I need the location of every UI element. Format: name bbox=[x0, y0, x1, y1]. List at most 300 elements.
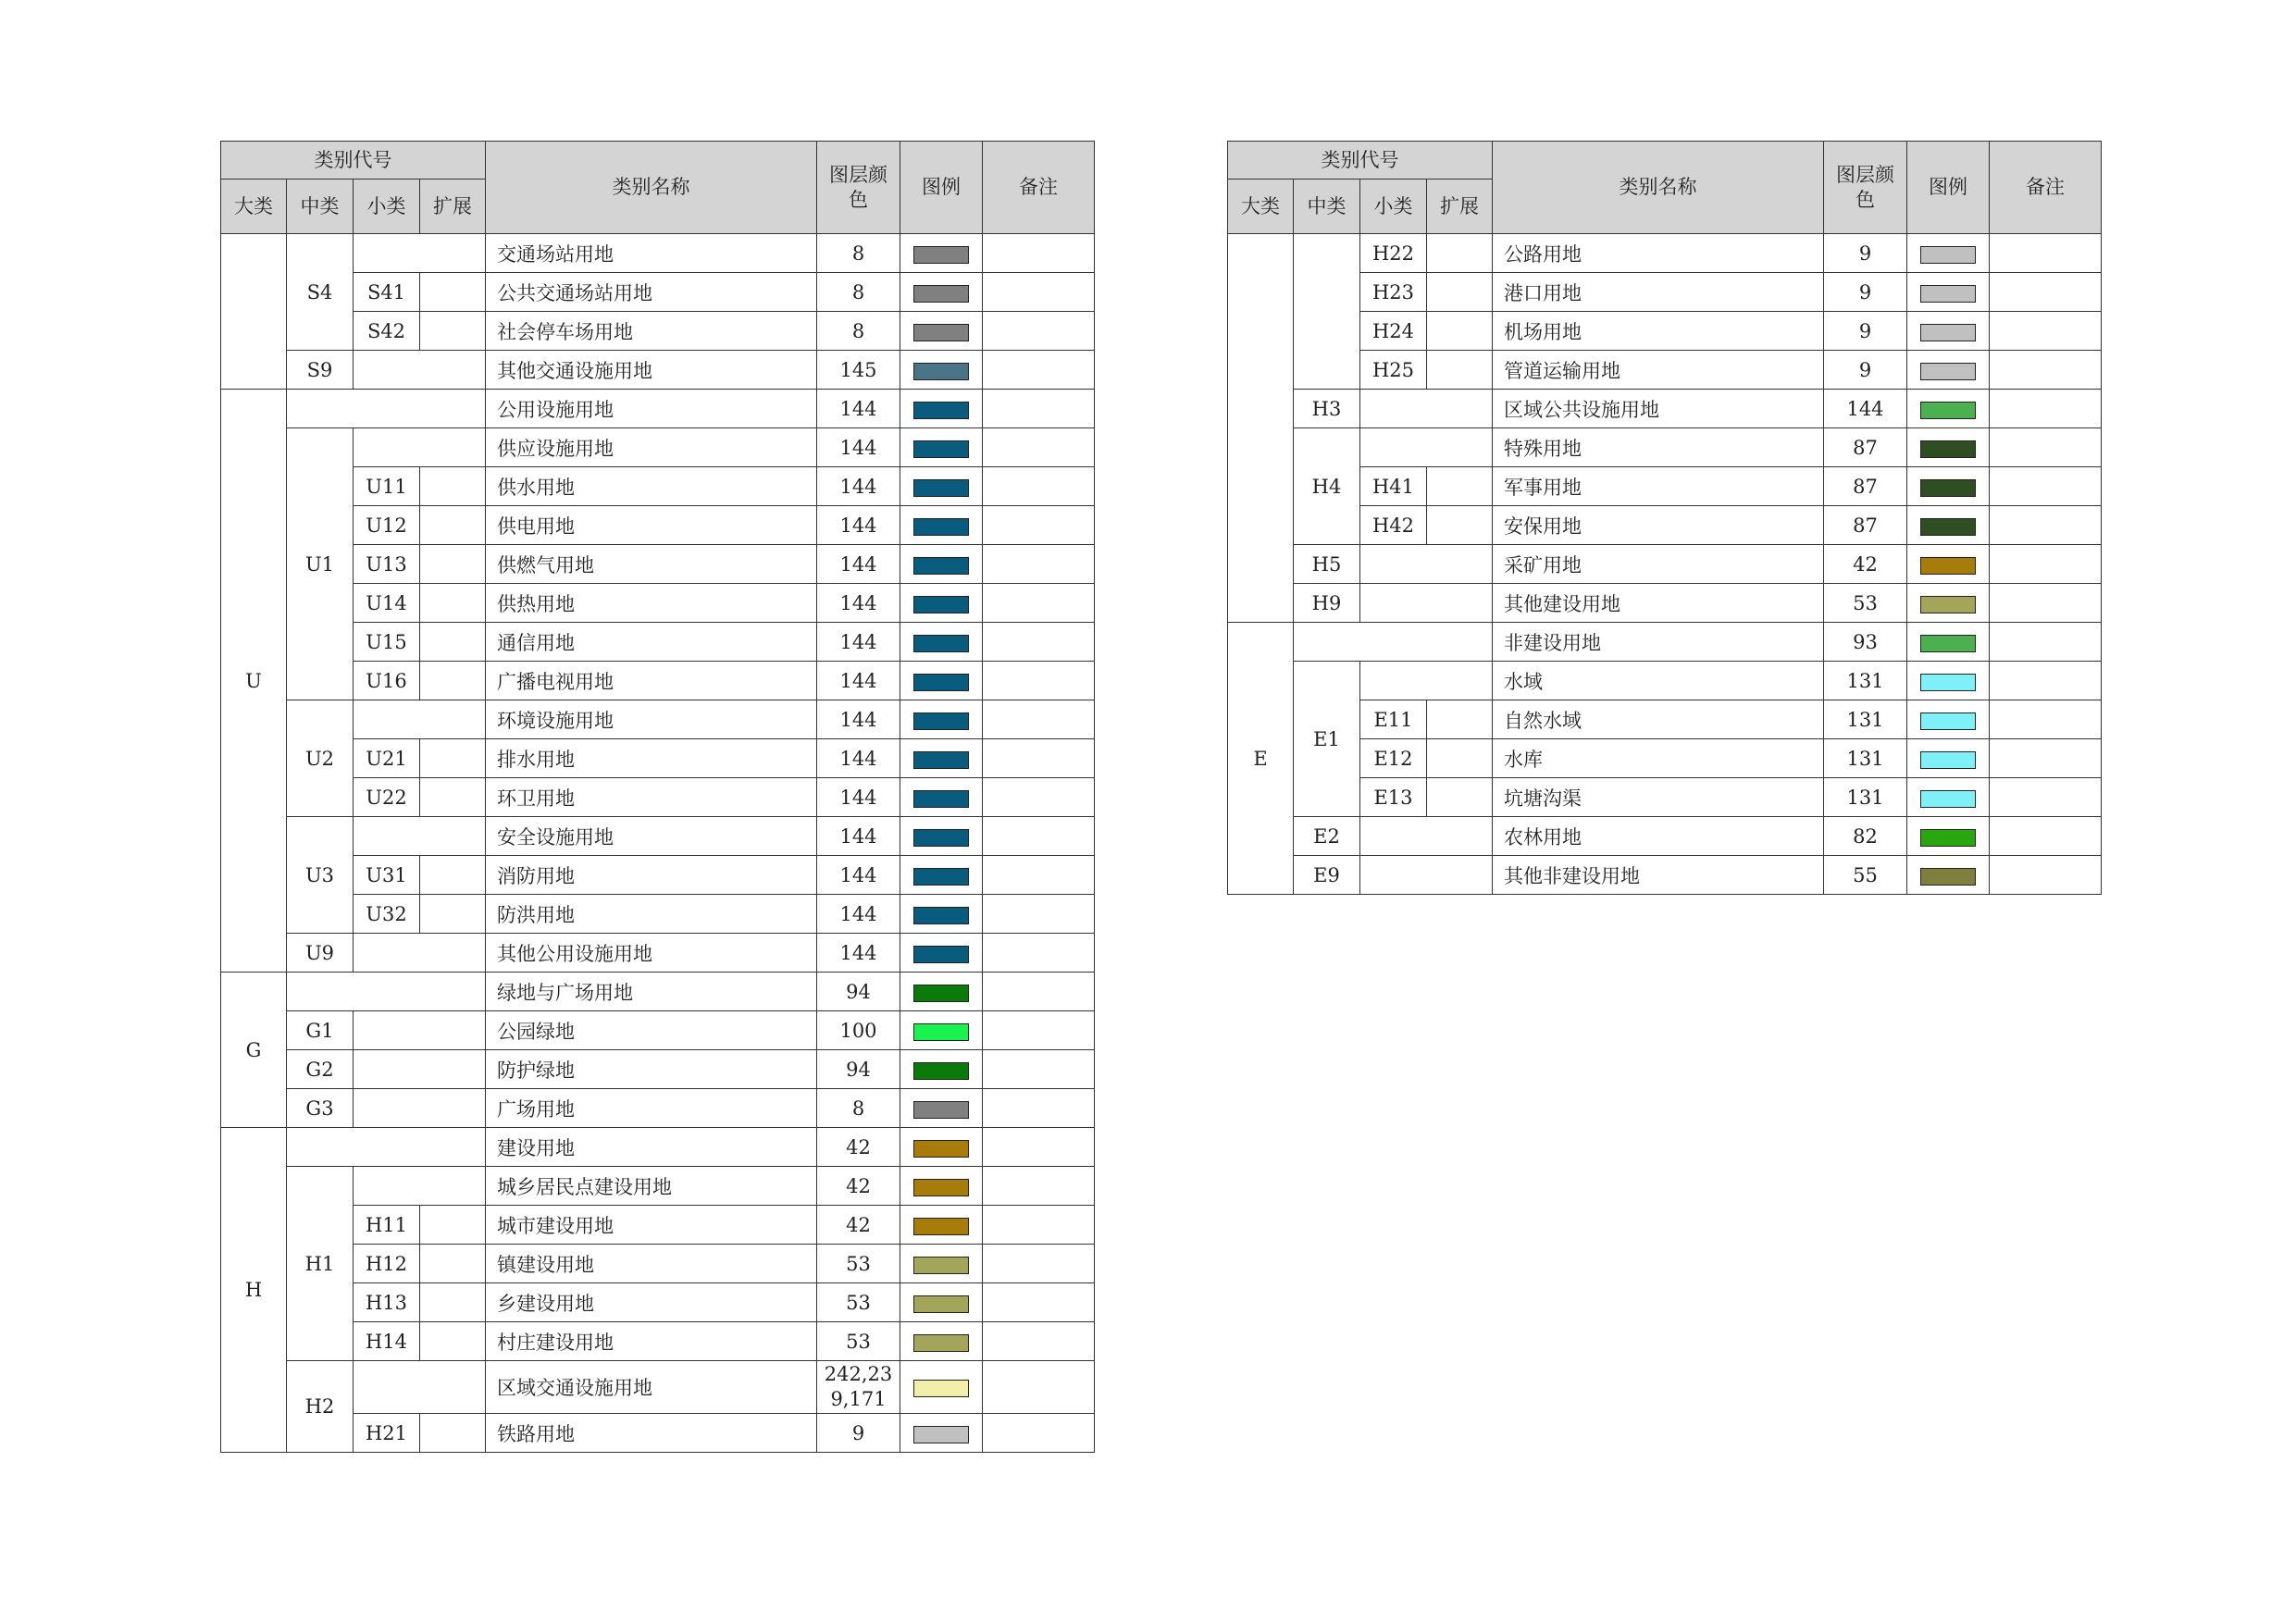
layer-color-cell: 131 bbox=[1824, 739, 1907, 778]
medium-code-cell: E9 bbox=[1294, 856, 1360, 895]
note-cell bbox=[983, 506, 1095, 545]
category-name-cell: 自然水域 bbox=[1493, 700, 1824, 739]
header-note: 备注 bbox=[1990, 142, 2102, 234]
category-name-cell: 港口用地 bbox=[1493, 273, 1824, 312]
ext-code-cell bbox=[1427, 234, 1493, 273]
medium-code-cell bbox=[1294, 623, 1493, 662]
legend-swatch bbox=[913, 1179, 969, 1196]
ext-code-cell bbox=[420, 856, 486, 895]
legend-cell bbox=[900, 390, 983, 428]
table-row bbox=[1228, 817, 2102, 856]
legend-swatch bbox=[913, 1257, 969, 1274]
legend-swatch bbox=[913, 1140, 969, 1158]
table-row bbox=[1228, 390, 2102, 428]
note-cell bbox=[983, 545, 1095, 584]
legend-swatch bbox=[913, 479, 969, 497]
ext-code-cell bbox=[1427, 739, 1493, 778]
category-name-cell: 管道运输用地 bbox=[1493, 351, 1824, 390]
layer-color-cell: 144 bbox=[817, 467, 900, 506]
minor-code-cell bbox=[354, 817, 486, 856]
category-name-cell: 供水用地 bbox=[486, 467, 817, 506]
legend-cell bbox=[1907, 545, 1990, 584]
ext-code-cell bbox=[420, 506, 486, 545]
legend-cell bbox=[1907, 506, 1990, 545]
legend-cell bbox=[1907, 467, 1990, 506]
note-cell bbox=[1990, 390, 2102, 428]
legend-cell bbox=[900, 895, 983, 934]
minor-code-cell: S41 bbox=[354, 273, 420, 312]
legend-swatch bbox=[913, 557, 969, 575]
medium-code-cell: S9 bbox=[287, 351, 354, 390]
category-name-cell: 坑塘沟渠 bbox=[1493, 778, 1824, 817]
medium-code-cell: H9 bbox=[1294, 584, 1360, 623]
table-row bbox=[221, 700, 1095, 739]
note-cell bbox=[1990, 817, 2102, 856]
legend-swatch bbox=[913, 518, 969, 536]
ext-code-cell bbox=[420, 662, 486, 700]
category-name-cell: 其他建设用地 bbox=[1493, 584, 1824, 623]
header-code: 类别代号 bbox=[1228, 142, 1493, 180]
category-name-cell: 公路用地 bbox=[1493, 234, 1824, 273]
layer-color-cell: 144 bbox=[817, 623, 900, 662]
table-row bbox=[221, 1089, 1095, 1128]
legend-cell bbox=[1907, 623, 1990, 662]
category-name-cell: 特殊用地 bbox=[1493, 428, 1824, 467]
layer-color-cell: 94 bbox=[817, 1050, 900, 1089]
table-row bbox=[221, 1361, 1095, 1414]
header-color: 图层颜色 bbox=[1824, 142, 1907, 234]
minor-code-cell bbox=[354, 1050, 486, 1089]
category-name-cell: 排水用地 bbox=[486, 739, 817, 778]
layer-color-cell: 53 bbox=[817, 1322, 900, 1361]
legend-cell bbox=[900, 1206, 983, 1245]
legend-swatch bbox=[1920, 829, 1976, 847]
legend-swatch bbox=[913, 907, 969, 924]
ext-code-cell bbox=[420, 739, 486, 778]
note-cell bbox=[1990, 623, 2102, 662]
note-cell bbox=[983, 1128, 1095, 1167]
note-cell bbox=[1990, 778, 2102, 817]
legend-cell bbox=[900, 856, 983, 895]
note-cell bbox=[1990, 739, 2102, 778]
legend-cell bbox=[900, 584, 983, 623]
note-cell bbox=[1990, 312, 2102, 351]
note-cell bbox=[983, 1414, 1095, 1453]
legend-swatch bbox=[913, 985, 969, 1002]
note-cell bbox=[983, 1011, 1095, 1050]
category-name-cell: 村庄建设用地 bbox=[486, 1322, 817, 1361]
layer-color-cell: 42 bbox=[817, 1167, 900, 1206]
legend-cell bbox=[900, 312, 983, 351]
legend-swatch bbox=[1920, 868, 1976, 886]
layer-color-cell: 9 bbox=[817, 1414, 900, 1453]
note-cell bbox=[983, 623, 1095, 662]
header-note: 备注 bbox=[983, 142, 1095, 234]
legend-swatch bbox=[1920, 285, 1976, 303]
layer-color-cell: 145 bbox=[817, 351, 900, 390]
ext-code-cell bbox=[420, 1414, 486, 1453]
note-cell bbox=[983, 973, 1095, 1011]
ext-code-cell bbox=[420, 467, 486, 506]
layer-color-cell: 53 bbox=[817, 1283, 900, 1322]
minor-code-cell bbox=[1360, 390, 1493, 428]
legend-cell bbox=[1907, 428, 1990, 467]
minor-code-cell bbox=[1360, 584, 1493, 623]
table-row bbox=[1228, 545, 2102, 584]
legend-cell bbox=[1907, 662, 1990, 700]
table-row bbox=[221, 1011, 1095, 1050]
legend-swatch bbox=[913, 1295, 969, 1313]
note-cell bbox=[1990, 700, 2102, 739]
minor-code-cell bbox=[354, 934, 486, 973]
note-cell bbox=[983, 817, 1095, 856]
note-cell bbox=[983, 312, 1095, 351]
table-row bbox=[221, 1050, 1095, 1089]
minor-code-cell: S42 bbox=[354, 312, 420, 351]
category-name-cell: 环境设施用地 bbox=[486, 700, 817, 739]
layer-color-cell: 55 bbox=[1824, 856, 1907, 895]
category-name-cell: 公用设施用地 bbox=[486, 390, 817, 428]
minor-code-cell: H41 bbox=[1360, 467, 1427, 506]
legend-swatch bbox=[1920, 751, 1976, 769]
note-cell bbox=[983, 1283, 1095, 1322]
layer-color-cell: 144 bbox=[817, 934, 900, 973]
note-cell bbox=[983, 739, 1095, 778]
category-name-cell: 非建设用地 bbox=[1493, 623, 1824, 662]
minor-code-cell: U12 bbox=[354, 506, 420, 545]
layer-color-cell: 93 bbox=[1824, 623, 1907, 662]
table-body bbox=[221, 142, 1095, 1453]
legend-cell bbox=[900, 817, 983, 856]
minor-code-cell bbox=[354, 428, 486, 467]
category-name-cell: 广播电视用地 bbox=[486, 662, 817, 700]
layer-color-cell: 144 bbox=[817, 817, 900, 856]
layer-color-cell: 53 bbox=[1824, 584, 1907, 623]
header-row bbox=[1228, 142, 2102, 180]
layer-color-cell: 131 bbox=[1824, 662, 1907, 700]
category-name-cell: 安全设施用地 bbox=[486, 817, 817, 856]
minor-code-cell: H13 bbox=[354, 1283, 420, 1322]
major-code-cell: G bbox=[221, 973, 287, 1128]
ext-code-cell bbox=[420, 623, 486, 662]
category-name-cell: 建设用地 bbox=[486, 1128, 817, 1167]
minor-code-cell: U31 bbox=[354, 856, 420, 895]
legend-swatch bbox=[913, 285, 969, 303]
note-cell bbox=[1990, 234, 2102, 273]
minor-code-cell: U22 bbox=[354, 778, 420, 817]
layer-color-cell: 144 bbox=[817, 545, 900, 584]
table-row bbox=[221, 973, 1095, 1011]
layer-color-cell: 131 bbox=[1824, 778, 1907, 817]
legend-cell bbox=[900, 623, 983, 662]
header-name: 类别名称 bbox=[486, 142, 817, 234]
ext-code-cell bbox=[420, 1206, 486, 1245]
category-name-cell: 防护绿地 bbox=[486, 1050, 817, 1089]
legend-swatch bbox=[1920, 440, 1976, 458]
note-cell bbox=[983, 273, 1095, 312]
legend-swatch bbox=[1920, 324, 1976, 341]
note-cell bbox=[1990, 584, 2102, 623]
legend-swatch bbox=[913, 596, 969, 613]
legend-swatch bbox=[913, 1380, 969, 1397]
note-cell bbox=[983, 934, 1095, 973]
legend-cell bbox=[1907, 351, 1990, 390]
legend-cell bbox=[900, 467, 983, 506]
legend-cell bbox=[900, 662, 983, 700]
note-cell bbox=[983, 1322, 1095, 1361]
legend-cell bbox=[900, 1283, 983, 1322]
legend-cell bbox=[900, 1089, 983, 1128]
legend-swatch bbox=[913, 1062, 969, 1080]
layer-color-cell: 82 bbox=[1824, 817, 1907, 856]
legend-cell bbox=[1907, 778, 1990, 817]
note-cell bbox=[1990, 273, 2102, 312]
legend-swatch bbox=[913, 829, 969, 847]
minor-code-cell: H42 bbox=[1360, 506, 1427, 545]
legend-swatch bbox=[1920, 674, 1976, 691]
medium-code-cell: G2 bbox=[287, 1050, 354, 1089]
category-name-cell: 供热用地 bbox=[486, 584, 817, 623]
note-cell bbox=[1990, 467, 2102, 506]
category-name-cell: 城乡居民点建设用地 bbox=[486, 1167, 817, 1206]
layer-color-cell: 42 bbox=[817, 1206, 900, 1245]
legend-cell bbox=[900, 1322, 983, 1361]
legend-cell bbox=[900, 1011, 983, 1050]
layer-color-cell: 42 bbox=[1824, 545, 1907, 584]
layer-color-cell: 9 bbox=[1824, 312, 1907, 351]
minor-code-cell bbox=[1360, 856, 1493, 895]
ext-code-cell bbox=[420, 545, 486, 584]
note-cell bbox=[983, 234, 1095, 273]
minor-code-cell: U32 bbox=[354, 895, 420, 934]
category-name-cell: 通信用地 bbox=[486, 623, 817, 662]
medium-code-cell bbox=[287, 390, 486, 428]
legend-swatch bbox=[913, 440, 969, 458]
minor-code-cell: E13 bbox=[1360, 778, 1427, 817]
table-row bbox=[1228, 662, 2102, 700]
legend-swatch bbox=[913, 790, 969, 808]
legend-swatch bbox=[1920, 363, 1976, 380]
legend-cell bbox=[900, 934, 983, 973]
note-cell bbox=[983, 1361, 1095, 1414]
legend-cell bbox=[900, 778, 983, 817]
layer-color-cell: 144 bbox=[817, 778, 900, 817]
legend-cell bbox=[1907, 856, 1990, 895]
note-cell bbox=[1990, 545, 2102, 584]
minor-code-cell: H22 bbox=[1360, 234, 1427, 273]
table-row bbox=[1228, 234, 2102, 273]
legend-swatch bbox=[1920, 557, 1976, 575]
ext-code-cell bbox=[1427, 778, 1493, 817]
category-name-cell: 安保用地 bbox=[1493, 506, 1824, 545]
legend-cell bbox=[900, 428, 983, 467]
legend-swatch bbox=[1920, 635, 1976, 652]
legend-swatch bbox=[913, 946, 969, 963]
header-ext: 扩展 bbox=[1427, 180, 1493, 234]
category-name-cell: 交通场站用地 bbox=[486, 234, 817, 273]
legend-cell bbox=[1907, 273, 1990, 312]
layer-color-cell: 131 bbox=[1824, 700, 1907, 739]
minor-code-cell bbox=[1360, 545, 1493, 584]
minor-code-cell bbox=[354, 1089, 486, 1128]
layer-color-cell: 42 bbox=[817, 1128, 900, 1167]
minor-code-cell bbox=[354, 351, 486, 390]
layer-color-cell: 144 bbox=[1824, 390, 1907, 428]
table-row bbox=[1228, 584, 2102, 623]
minor-code-cell bbox=[1360, 817, 1493, 856]
header-major: 大类 bbox=[221, 180, 287, 234]
table-row bbox=[221, 934, 1095, 973]
ext-code-cell bbox=[1427, 467, 1493, 506]
minor-code-cell bbox=[354, 1361, 486, 1414]
table-row bbox=[1228, 856, 2102, 895]
major-code-cell: E bbox=[1228, 623, 1294, 895]
ext-code-cell bbox=[1427, 312, 1493, 351]
legend-swatch bbox=[913, 712, 969, 730]
layer-color-cell: 144 bbox=[817, 428, 900, 467]
table-row bbox=[221, 428, 1095, 467]
header-legend: 图例 bbox=[1907, 142, 1990, 234]
header-legend: 图例 bbox=[900, 142, 983, 234]
header-minor: 小类 bbox=[1360, 180, 1427, 234]
minor-code-cell: U14 bbox=[354, 584, 420, 623]
minor-code-cell: H12 bbox=[354, 1245, 420, 1283]
minor-code-cell: H14 bbox=[354, 1322, 420, 1361]
legend-cell bbox=[1907, 584, 1990, 623]
medium-code-cell: H3 bbox=[1294, 390, 1360, 428]
table-row bbox=[221, 1167, 1095, 1206]
medium-code-cell: U3 bbox=[287, 817, 354, 934]
minor-code-cell: U21 bbox=[354, 739, 420, 778]
note-cell bbox=[983, 467, 1095, 506]
legend-cell bbox=[1907, 817, 1990, 856]
legend-cell bbox=[1907, 700, 1990, 739]
layer-color-cell: 144 bbox=[817, 895, 900, 934]
header-row bbox=[221, 142, 1095, 180]
category-name-cell: 防洪用地 bbox=[486, 895, 817, 934]
medium-code-cell: U2 bbox=[287, 700, 354, 817]
layer-color-cell: 9 bbox=[1824, 273, 1907, 312]
land-use-table-right bbox=[1227, 141, 2102, 895]
medium-code-cell: S4 bbox=[287, 234, 354, 351]
category-name-cell: 供应设施用地 bbox=[486, 428, 817, 467]
header-major: 大类 bbox=[1228, 180, 1294, 234]
layer-color-cell: 8 bbox=[817, 234, 900, 273]
minor-code-cell bbox=[354, 1167, 486, 1206]
ext-code-cell bbox=[420, 1245, 486, 1283]
layer-color-cell: 242,239,171 bbox=[817, 1361, 900, 1414]
minor-code-cell: U16 bbox=[354, 662, 420, 700]
layer-color-cell: 8 bbox=[817, 1089, 900, 1128]
legend-cell bbox=[900, 1245, 983, 1283]
header-medium: 中类 bbox=[1294, 180, 1360, 234]
header-code: 类别代号 bbox=[221, 142, 486, 180]
legend-swatch bbox=[1920, 596, 1976, 613]
medium-code-cell: H5 bbox=[1294, 545, 1360, 584]
legend-cell bbox=[900, 739, 983, 778]
layer-color-cell: 144 bbox=[817, 584, 900, 623]
layer-color-cell: 144 bbox=[817, 739, 900, 778]
table-row bbox=[1228, 428, 2102, 467]
ext-code-cell bbox=[420, 895, 486, 934]
minor-code-cell: H21 bbox=[354, 1414, 420, 1453]
layer-color-cell: 87 bbox=[1824, 428, 1907, 467]
layer-color-cell: 144 bbox=[817, 506, 900, 545]
category-name-cell: 社会停车场用地 bbox=[486, 312, 817, 351]
medium-code-cell bbox=[1294, 234, 1360, 390]
legend-swatch bbox=[913, 868, 969, 886]
legend-cell bbox=[900, 234, 983, 273]
medium-code-cell bbox=[287, 973, 486, 1011]
medium-code-cell: E2 bbox=[1294, 817, 1360, 856]
note-cell bbox=[983, 351, 1095, 390]
note-cell bbox=[983, 1050, 1095, 1089]
category-name-cell: 水域 bbox=[1493, 662, 1824, 700]
ext-code-cell bbox=[420, 778, 486, 817]
medium-code-cell: U1 bbox=[287, 428, 354, 700]
note-cell bbox=[1990, 662, 2102, 700]
minor-code-cell: E12 bbox=[1360, 739, 1427, 778]
category-name-cell: 采矿用地 bbox=[1493, 545, 1824, 584]
legend-swatch bbox=[1920, 246, 1976, 264]
legend-cell bbox=[900, 273, 983, 312]
ext-code-cell bbox=[420, 584, 486, 623]
legend-cell bbox=[1907, 739, 1990, 778]
major-code-cell: H bbox=[221, 1128, 287, 1453]
table-row bbox=[221, 234, 1095, 273]
table-row bbox=[1228, 623, 2102, 662]
category-name-cell: 城市建设用地 bbox=[486, 1206, 817, 1245]
minor-code-cell bbox=[1360, 662, 1493, 700]
layer-color-cell: 53 bbox=[817, 1245, 900, 1283]
legend-cell bbox=[900, 545, 983, 584]
legend-swatch bbox=[913, 1023, 969, 1041]
category-name-cell: 水库 bbox=[1493, 739, 1824, 778]
minor-code-cell: U13 bbox=[354, 545, 420, 584]
layer-color-cell: 94 bbox=[817, 973, 900, 1011]
ext-code-cell bbox=[1427, 351, 1493, 390]
ext-code-cell bbox=[420, 273, 486, 312]
note-cell bbox=[983, 1167, 1095, 1206]
layer-color-cell: 144 bbox=[817, 390, 900, 428]
header-medium: 中类 bbox=[287, 180, 354, 234]
note-cell bbox=[983, 390, 1095, 428]
legend-cell bbox=[900, 1050, 983, 1089]
note-cell bbox=[1990, 428, 2102, 467]
note-cell bbox=[983, 778, 1095, 817]
legend-cell bbox=[900, 1361, 983, 1414]
ext-code-cell bbox=[1427, 273, 1493, 312]
legend-swatch bbox=[913, 674, 969, 691]
layer-color-cell: 8 bbox=[817, 312, 900, 351]
major-code-cell bbox=[221, 234, 287, 390]
legend-swatch bbox=[913, 363, 969, 380]
legend-swatch bbox=[913, 1426, 969, 1443]
medium-code-cell: H1 bbox=[287, 1167, 354, 1361]
header-color: 图层颜色 bbox=[817, 142, 900, 234]
category-name-cell: 铁路用地 bbox=[486, 1414, 817, 1453]
layer-color-cell: 144 bbox=[817, 856, 900, 895]
medium-code-cell: H2 bbox=[287, 1361, 354, 1453]
medium-code-cell: H4 bbox=[1294, 428, 1360, 545]
legend-cell bbox=[1907, 390, 1990, 428]
minor-code-cell: U15 bbox=[354, 623, 420, 662]
note-cell bbox=[983, 856, 1095, 895]
ext-code-cell bbox=[1427, 506, 1493, 545]
legend-cell bbox=[900, 1167, 983, 1206]
note-cell bbox=[983, 428, 1095, 467]
category-name-cell: 农林用地 bbox=[1493, 817, 1824, 856]
